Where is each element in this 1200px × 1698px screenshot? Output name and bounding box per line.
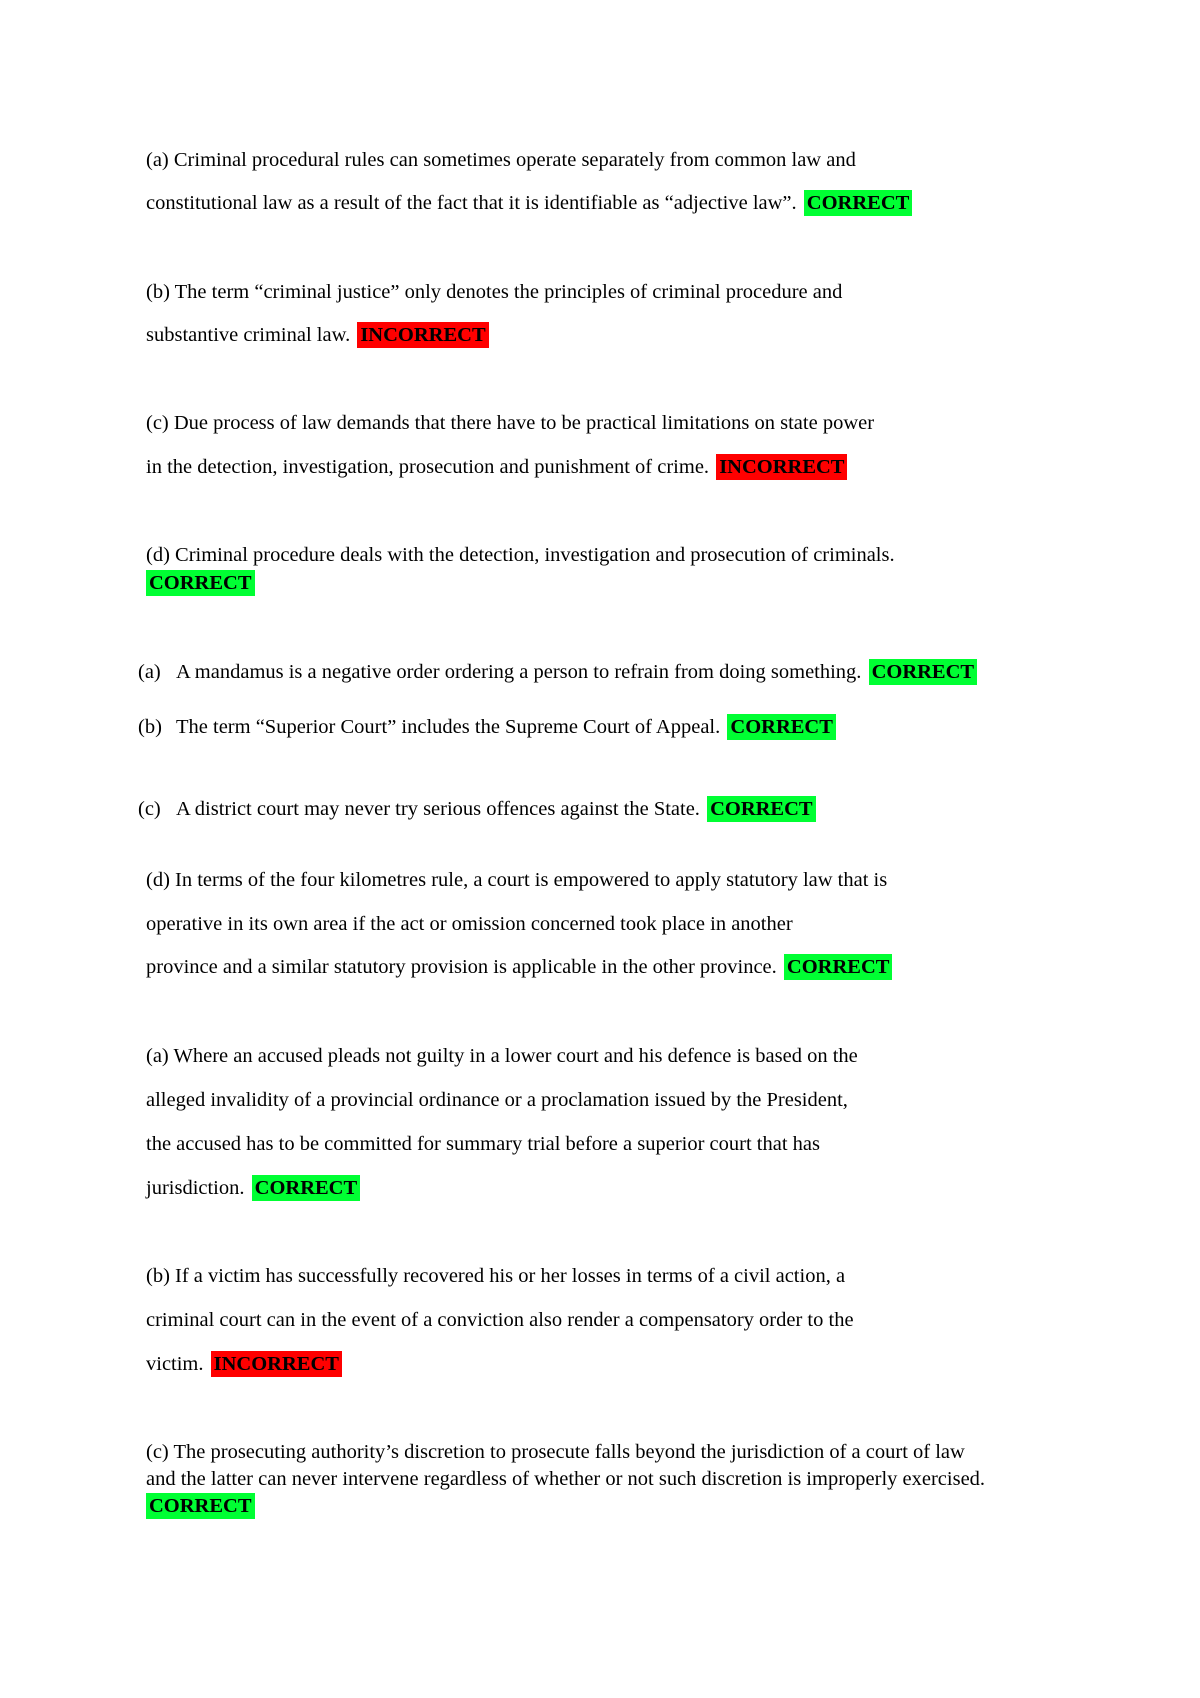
question-text-line: operative in its own area if the act or omission concerned took place in another [146, 913, 793, 935]
question-text-line: criminal court can in the event of a conviction also render a compensatory order to the [146, 1309, 854, 1331]
question-text: constitutional law as a result of the fact that it is identifiable as “adjective law”. [146, 192, 797, 214]
question-text: in the detection, investigation, prosecution and punishment of crime. [146, 456, 710, 478]
list-label: (c) [138, 798, 161, 820]
list-item [138, 714, 836, 740]
question-text-line: the accused has to be committed for summary trial before a superior court that has [146, 1133, 820, 1155]
question-text: substantive criminal law. [146, 324, 351, 346]
question-text-line: (d) In terms of the four kilometres rule, a court is empowered to apply statutory law that is [146, 869, 888, 891]
question-text-line [146, 954, 892, 980]
question-text-line: (c) Due process of law demands that there have to be practical limitations on state power [146, 412, 875, 434]
correct-badge: CORRECT [146, 570, 255, 596]
question-text: victim. [146, 1353, 204, 1375]
question-text-line: (b) If a victim has successfully recovered his or her losses in terms of a civil action, a [146, 1265, 846, 1287]
question-text-line: (a) Where an accused pleads not guilty in a lower court and his defence is based on the [146, 1045, 858, 1067]
question-text: The term “Superior Court” includes the Supreme Court of Appeal. [176, 716, 721, 738]
correct-badge: CORRECT [707, 796, 816, 822]
question-text: jurisdiction. [146, 1177, 245, 1199]
question-text-line [146, 322, 489, 348]
correct-badge: CORRECT [784, 954, 893, 980]
question-text: province and a similar statutory provision is applicable in the other province. [146, 956, 777, 978]
verdict-line [146, 1493, 255, 1519]
list-item [138, 659, 977, 685]
incorrect-badge: INCORRECT [357, 322, 488, 348]
question-text: A mandamus is a negative order ordering a person to refrain from doing something. [176, 661, 862, 683]
correct-badge: CORRECT [869, 659, 978, 685]
question-text-line [146, 1351, 342, 1377]
list-label: (b) [138, 716, 162, 738]
correct-badge: CORRECT [804, 190, 913, 216]
correct-badge: CORRECT [252, 1175, 361, 1201]
question-text-line: (d) Criminal procedure deals with the detection, investigation and prosecution of criminals. [146, 544, 895, 566]
question-text: A district court may never try serious offences against the State. [176, 798, 700, 820]
question-text-line: alleged invalidity of a provincial ordinance or a proclamation issued by the President, [146, 1089, 848, 1111]
question-text-line: (b) The term “criminal justice” only denotes the principles of criminal procedure and [146, 281, 843, 303]
question-text-line: and the latter can never intervene regardless of whether or not such discretion is improperly exercised. [146, 1468, 986, 1490]
incorrect-badge: INCORRECT [211, 1351, 342, 1377]
correct-badge: CORRECT [727, 714, 836, 740]
question-text-line: (a) Criminal procedural rules can sometimes operate separately from common law and [146, 149, 856, 171]
correct-badge: CORRECT [146, 1493, 255, 1519]
list-label: (a) [138, 661, 161, 683]
question-text-line [146, 190, 912, 216]
question-text-line [146, 1175, 360, 1201]
incorrect-badge: INCORRECT [716, 454, 847, 480]
verdict-line [146, 570, 255, 596]
question-text-line [146, 454, 847, 480]
list-item [138, 796, 816, 822]
question-text-line: (c) The prosecuting authority’s discretion to prosecute falls beyond the jurisdiction of a court of law [146, 1441, 965, 1463]
